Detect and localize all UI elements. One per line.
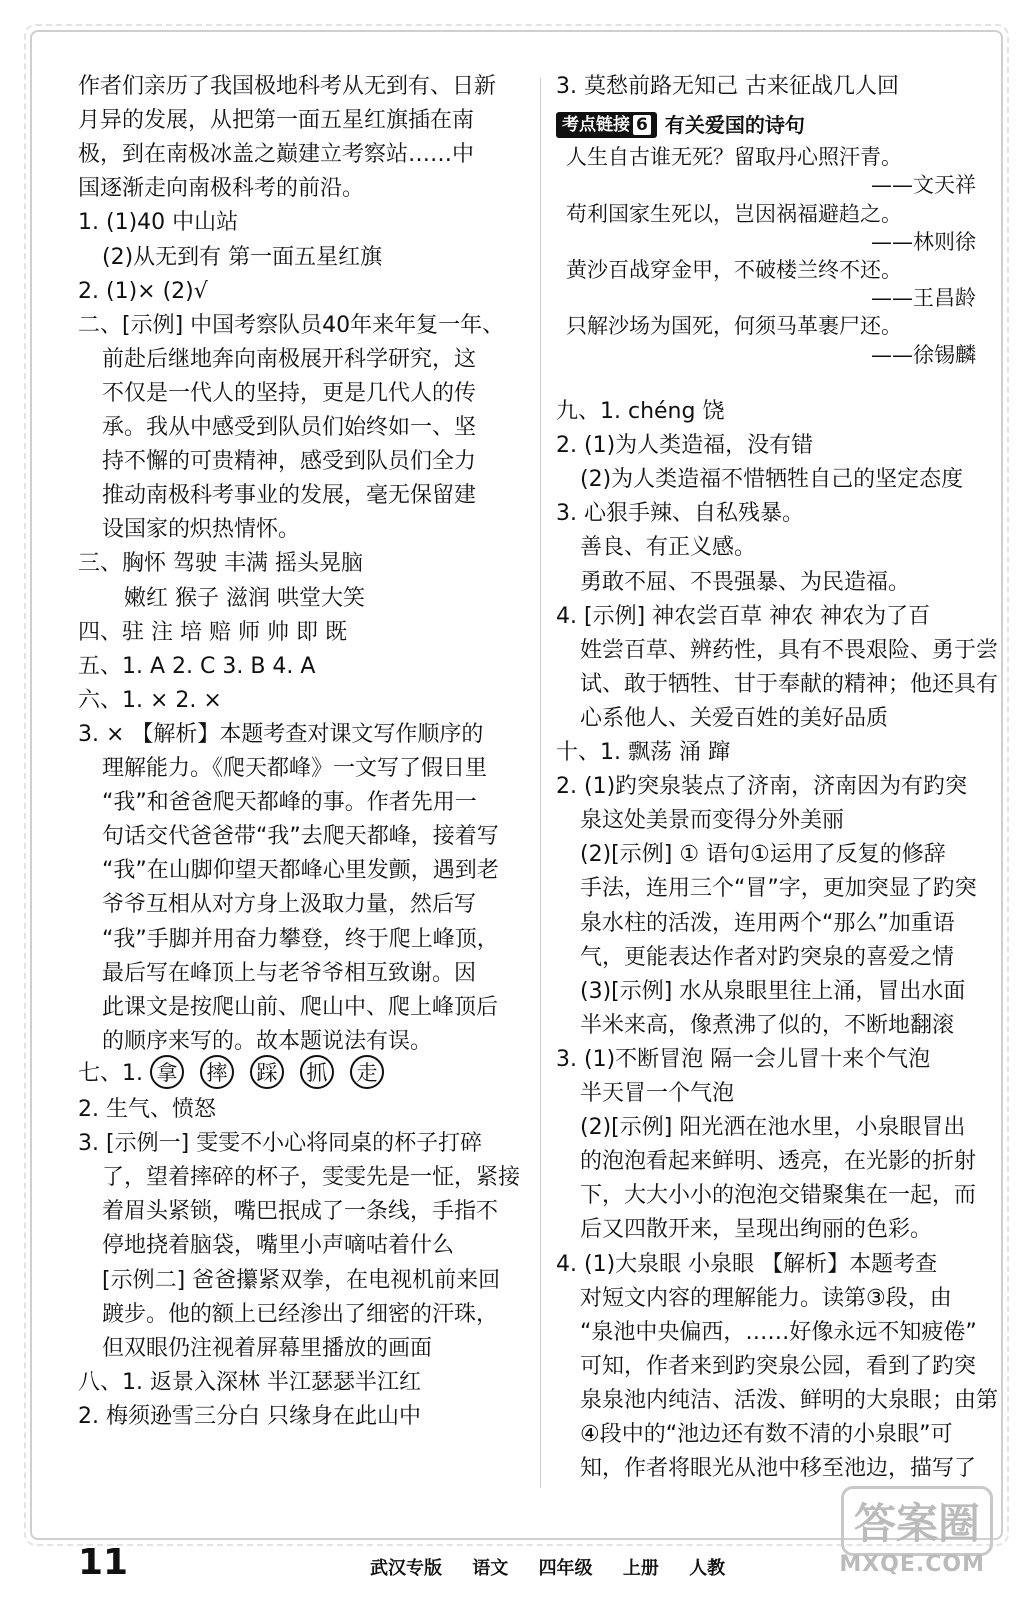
watermark-text: 答案圈 <box>841 1486 993 1556</box>
text-line: 2. (1)趵突泉装点了济南，济南因为有趵突 <box>556 774 968 800</box>
text-line: 试、敢于牺牲、甘于奉献的精神；他还具有 <box>580 671 999 697</box>
text-line: 3. (1)不断冒泡 隔一会儿冒十来个气泡 <box>556 1046 931 1072</box>
text-line: 对短文内容的理解能力。读第③段，由 <box>580 1285 952 1311</box>
text-line: 半天冒一个气泡 <box>580 1081 735 1106</box>
text-line: 此课文是按爬山前、爬山中、爬上峰顶后 <box>102 994 499 1020</box>
text-line: 3. [示例一] 雯雯不小心将同桌的杯子打碎 <box>78 1131 483 1157</box>
footer-grade: 四年级 <box>538 1558 593 1579</box>
text-line: (2)从无到有 第一面五星红旗 <box>102 244 383 270</box>
poem-author: ——徐锡麟 <box>871 342 976 367</box>
q7-label: 七、1. <box>78 1060 150 1086</box>
text-line: 作者们亲历了我国极地科考从无到有、日新 <box>78 74 497 99</box>
text-line: 4. (1)大泉眼 小泉眼 【解析】本题考查 <box>556 1251 938 1277</box>
text-line: 3. 莫愁前路无知己 古来征战几人回 <box>556 74 899 99</box>
text-line: 承。我从中感受到队员们始终如一、坚 <box>102 415 477 440</box>
watermark-url: MXQE.COM <box>839 1552 985 1577</box>
text-line: 3. × 【解析】本题考查对课文写作顺序的 <box>78 721 484 747</box>
poem-line: 黄沙百战穿金甲，不破楼兰终不还。 <box>566 258 902 282</box>
text-line: (2)为人类造福不惜牺牲自己的坚定态度 <box>580 467 964 493</box>
text-line: (3)[示例] 水从泉眼里往上涌，冒出水面 <box>580 978 966 1004</box>
text-line: [示例二] 爸爸攥紧双拳，在电视机前来回 <box>102 1267 501 1293</box>
text-line: 爷爷互相从对方身上汲取力量，然后写 <box>102 892 477 918</box>
link-title: 有关爱国的诗句 <box>664 113 805 138</box>
text-line: 前赴后继地奔向南极展开科学研究，这 <box>102 346 477 372</box>
q7-circled-row <box>78 1055 400 1091</box>
text-line: 八、1. 返景入深林 半江瑟瑟半江红 <box>78 1369 421 1395</box>
knowledge-link-tag <box>556 112 657 138</box>
poem-line: 只解沙场为国死，何须马革裹尸还。 <box>566 314 902 339</box>
circled-character: 抓 <box>300 1055 334 1089</box>
text-line: “我”和爸爸爬天都峰的事。作者先用一 <box>102 790 477 816</box>
text-line: “泉池中央偏西，……好像永远不知疲倦” <box>580 1319 977 1345</box>
text-line: 知，作者将眼光从池中移至池边，描写了 <box>580 1456 977 1482</box>
watermark-logo <box>823 1486 993 1596</box>
text-line: 踱步。他的额上已经渗出了细密的汗珠， <box>102 1301 499 1327</box>
text-line: 勇敢不屈、不畏强暴、为民造福。 <box>580 569 911 595</box>
footer-edition: 武汉专版 <box>370 1558 442 1579</box>
text-line: 2. (1)为人类造福，没有错 <box>556 433 814 459</box>
text-line: 但双眼仍注视着屏幕里播放的画面 <box>102 1335 433 1361</box>
poem-author: ——文天祥 <box>871 173 976 198</box>
text-line: 善良、有正义感。 <box>580 535 757 561</box>
text-line: 四、驻 注 培 赔 师 帅 即 既 <box>78 619 347 645</box>
text-line: 九、1. chéng 饶 <box>556 399 725 424</box>
text-line: 了，望着摔碎的杯子，雯雯先是一怔，紧接 <box>102 1165 521 1191</box>
text-line: 理解能力。《爬天都峰》一文写了假日里 <box>102 756 488 781</box>
text-line: (2)[示例] ① 语句①运用了反复的修辞 <box>580 842 946 868</box>
text-line: 气，更能表达作者对趵突泉的喜爱之情 <box>580 944 955 970</box>
text-line: 的泡泡看起来鲜明、透亮，在光影的折射 <box>580 1149 977 1175</box>
text-line: 2. (1)× (2)√ <box>78 278 208 304</box>
text-line: 的顺序来写的。故本题说法有误。 <box>102 1028 433 1054</box>
text-line: 三、胸怀 驾驶 丰满 摇头晃脑 <box>78 551 363 577</box>
text-line: 姓尝百草、辨药性，具有不畏艰险、勇于尝 <box>580 637 999 663</box>
text-line: 手法，连用三个“冒”字，更加突显了趵突 <box>580 876 977 902</box>
text-line: 不仅是一代人的坚持，更是几代人的传 <box>102 380 477 406</box>
poem-line: 人生自古谁无死？留取丹心照汗青。 <box>566 145 902 170</box>
text-line: 极，到在南极冰盖之巅建立考察站……中 <box>78 142 475 168</box>
text-line: 持不懈的可贵精神，感受到队员们全力 <box>102 449 477 475</box>
link-tag-number: 6 <box>633 115 651 135</box>
text-line: 2. 生气、愤怒 <box>78 1097 216 1122</box>
text-line: 半米来高，像煮沸了似的，不断地翻滚 <box>580 1012 955 1038</box>
poem-author: ——林则徐 <box>871 229 976 254</box>
text-line: 国逐渐走向南极科考的前沿。 <box>78 176 365 202</box>
text-line: 推动南极科考事业的发展，毫无保留建 <box>102 483 477 509</box>
circled-character: 拿 <box>150 1055 184 1089</box>
column-divider <box>540 78 541 1488</box>
text-line: ④段中的“池边还有数不清的小泉眼”可 <box>580 1422 953 1447</box>
link-tag-text: 考点链接 <box>562 115 630 136</box>
text-line: 1. (1)40 中山站 <box>78 210 239 236</box>
footer-publisher: 人教 <box>689 1558 726 1579</box>
text-line: 4. [示例] 神农尝百草 神农 神农为了百 <box>556 603 931 629</box>
text-line: 泉水柱的活泼，连用两个“那么”加重语 <box>580 910 955 936</box>
text-line: 后又四散开来，呈现出绚丽的色彩。 <box>580 1217 933 1243</box>
footer-info <box>370 1554 749 1580</box>
text-line: 最后写在峰顶上与老爷爷相互致谢。因 <box>102 960 477 986</box>
footer-term: 上册 <box>622 1558 659 1579</box>
text-line: 下，大大小小的泡泡交错聚集在一起，而 <box>580 1183 977 1209</box>
poem-author: ——王昌龄 <box>871 286 976 311</box>
text-line: (2)[示例] 阳光洒在池水里，小泉眼冒出 <box>580 1115 966 1141</box>
footer-subject: 语文 <box>472 1558 509 1579</box>
text-line: 句话交代爸爸带“我”去爬天都峰，接着写 <box>102 824 499 850</box>
text-line: 六、1. × 2. × <box>78 687 222 713</box>
text-line: 2. 梅须逊雪三分白 只缘身在此山中 <box>78 1403 421 1429</box>
text-line: 着眉头紧锁，嘴巴抿成了一条线，手指不 <box>102 1199 499 1225</box>
text-line: 嫩红 猴子 滋润 哄堂大笑 <box>124 585 365 611</box>
text-line: 3. 心狠手辣、自私残暴。 <box>556 501 804 527</box>
text-line: 停地挠着脑袋，嘴里小声嘀咕着什么 <box>102 1233 455 1259</box>
text-line: 心系他人、关爱百姓的美好品质 <box>580 705 889 731</box>
circled-character: 摔 <box>200 1055 234 1089</box>
knowledge-link-header <box>556 108 805 142</box>
poem-line: 苟利国家生死以，岂因祸福避趋之。 <box>566 201 902 226</box>
text-line: 五、1. A 2. C 3. B 4. A <box>78 653 316 679</box>
text-line: “我”在山脚仰望天都峰心里发颤，遇到老 <box>102 858 499 884</box>
text-line: 可知，作者来到趵突泉公园，看到了趵突 <box>580 1353 977 1379</box>
text-line: 十、1. 飘荡 涌 蹿 <box>556 740 730 765</box>
text-line: 二、[示例] 中国考察队员40年来年复一年、 <box>78 312 505 338</box>
text-line: 设国家的炽热情怀。 <box>102 517 301 543</box>
text-line: 泉这处美景而变得分外美丽 <box>580 808 845 834</box>
text-line: 泉泉池内纯洁、活泼、鲜明的大泉眼；由第 <box>580 1387 999 1413</box>
text-line: 月异的发展，从把第一面五星红旗插在南 <box>78 108 475 134</box>
text-line: “我”手脚并用奋力攀登，终于爬上峰顶， <box>102 926 499 952</box>
page-number: 11 <box>78 1542 129 1583</box>
circled-character: 走 <box>350 1055 384 1089</box>
circled-character: 踩 <box>250 1055 284 1089</box>
